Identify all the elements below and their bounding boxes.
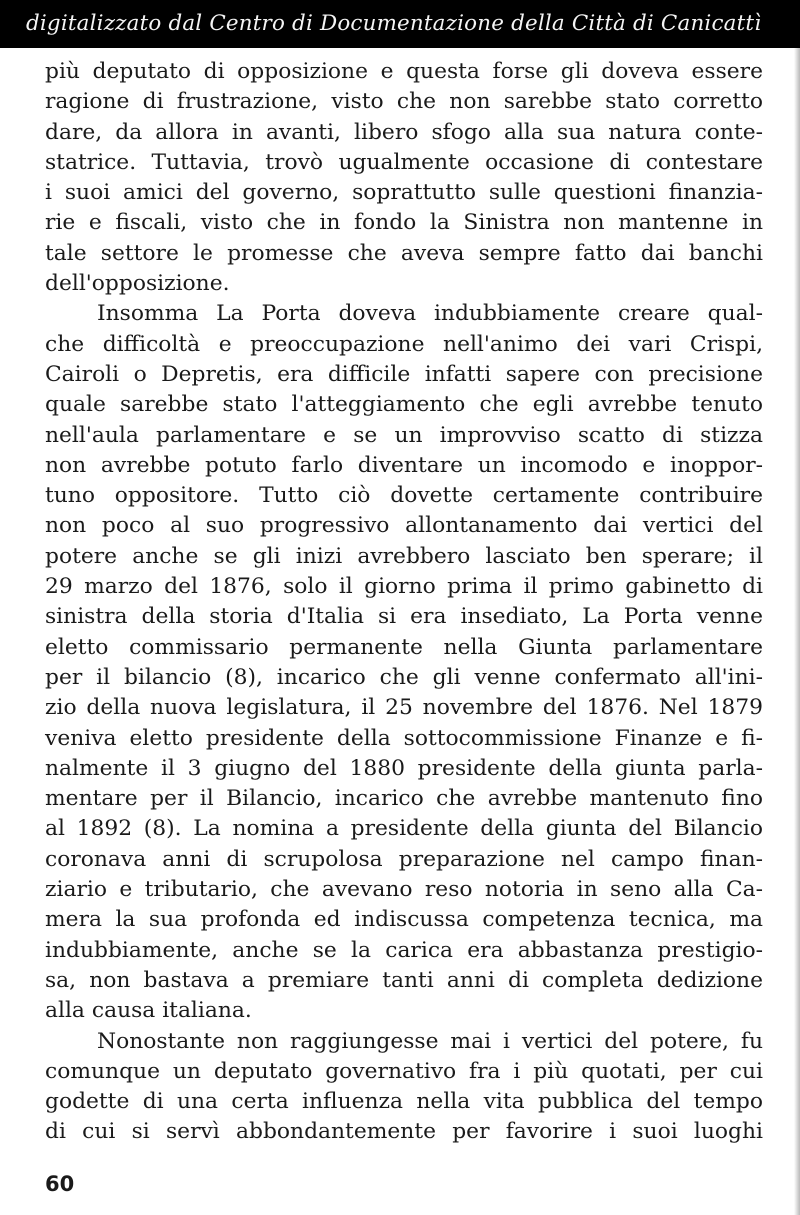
paragraph-end-line: dell'opposizione.: [45, 271, 230, 297]
text-line: mera la sua profonda ed indiscussa competenza tecnica, ma: [45, 907, 763, 933]
header-band: [0, 0, 800, 48]
text-line: zio della nuova legislatura, il 25 novembre del 1876. Nel 1879: [45, 695, 763, 721]
text-line: potere anche se gli inizi avrebbero lasciato ben sperare; il: [45, 543, 763, 569]
text-line: più deputato di opposizione e questa forse gli doveva essere: [45, 59, 763, 84]
text-line: godette di una certa influenza nella vita pubblica del tempo: [45, 1089, 763, 1115]
paragraph-end-line: alla causa italiana.: [45, 998, 252, 1024]
text-line: nell'aula parlamentare e se un improvviso scatto di stizza: [45, 422, 763, 448]
text-line: ziario e tributario, che avevano reso notoria in seno alla Ca-: [45, 877, 763, 903]
text-line: comunque un deputato governativo fra i più quotati, per cui: [45, 1058, 763, 1084]
page-edge-shadow: [794, 48, 800, 1215]
text-line: rie e fiscali, visto che in fondo la Sinistra non mantenne in: [45, 210, 763, 236]
text-line: per il bilancio (8), incarico che gli venne confermato all'ini-: [45, 664, 763, 690]
text-line: 29 marzo del 1876, solo il giorno prima il primo gabinetto di: [45, 574, 763, 600]
text-line: ragione di frustrazione, visto che non sarebbe stato corretto: [45, 89, 763, 115]
text-line: Cairoli o Depretis, era difficile infatti sapere con precisione: [45, 361, 763, 387]
text-line: dare, da allora in avanti, libero sfogo alla sua natura conte-: [45, 119, 763, 145]
text-line: non avrebbe potuto farlo diventare un incomodo e inoppor-: [45, 452, 763, 478]
text-line: tale settore le promesse che aveva sempre fatto dai banchi: [45, 240, 763, 266]
body-text: [45, 57, 763, 1148]
text-line: sinistra della storia d'Italia si era insediato, La Porta venne: [45, 604, 763, 630]
text-line: coronava anni di scrupolosa preparazione nel campo finan-: [45, 846, 763, 872]
paragraph-first-line: Insomma La Porta doveva indubbiamente creare qual-: [97, 301, 763, 327]
text-line: eletto commissario permanente nella Giunta parlamentare: [45, 634, 763, 660]
text-line: nalmente il 3 giugno del 1880 presidente della giunta parla-: [45, 755, 763, 781]
text-line: tuno oppositore. Tutto ciò dovette certamente contribuire: [45, 483, 763, 509]
text-line: di cui si servì abbondantemente per favorire i suoi luoghi: [45, 1119, 763, 1145]
text-line: quale sarebbe stato l'atteggiamento che egli avrebbe tenuto: [45, 392, 763, 418]
text-line: statrice. Tuttavia, trovò ugualmente occasione di contestare: [45, 149, 763, 175]
text-line: sa, non bastava a premiare tanti anni di completa dedizione: [45, 967, 763, 993]
text-line: non poco al suo progressivo allontanamento dai vertici del: [45, 513, 763, 539]
text-line: mentare per il Bilancio, incarico che avrebbe mantenuto fino: [45, 786, 763, 812]
text-line: veniva eletto presidente della sottocommissione Finanze e fi-: [45, 725, 763, 751]
page-number: 60: [45, 1172, 75, 1196]
digitization-watermark: digitalizzato dal Centro di Documentazione della Città di Canicattì: [26, 11, 762, 36]
text-line: che difficoltà e preoccupazione nell'animo dei vari Crispi,: [45, 331, 763, 357]
text-line: al 1892 (8). La nomina a presidente della giunta del Bilancio: [45, 816, 763, 842]
text-line: indubbiamente, anche se la carica era abbastanza prestigio-: [45, 937, 763, 963]
text-line: i suoi amici del governo, soprattutto sulle questioni finanzia-: [45, 180, 763, 206]
paragraph-first-line: Nonostante non raggiungesse mai i vertici del potere, fu: [97, 1028, 763, 1054]
